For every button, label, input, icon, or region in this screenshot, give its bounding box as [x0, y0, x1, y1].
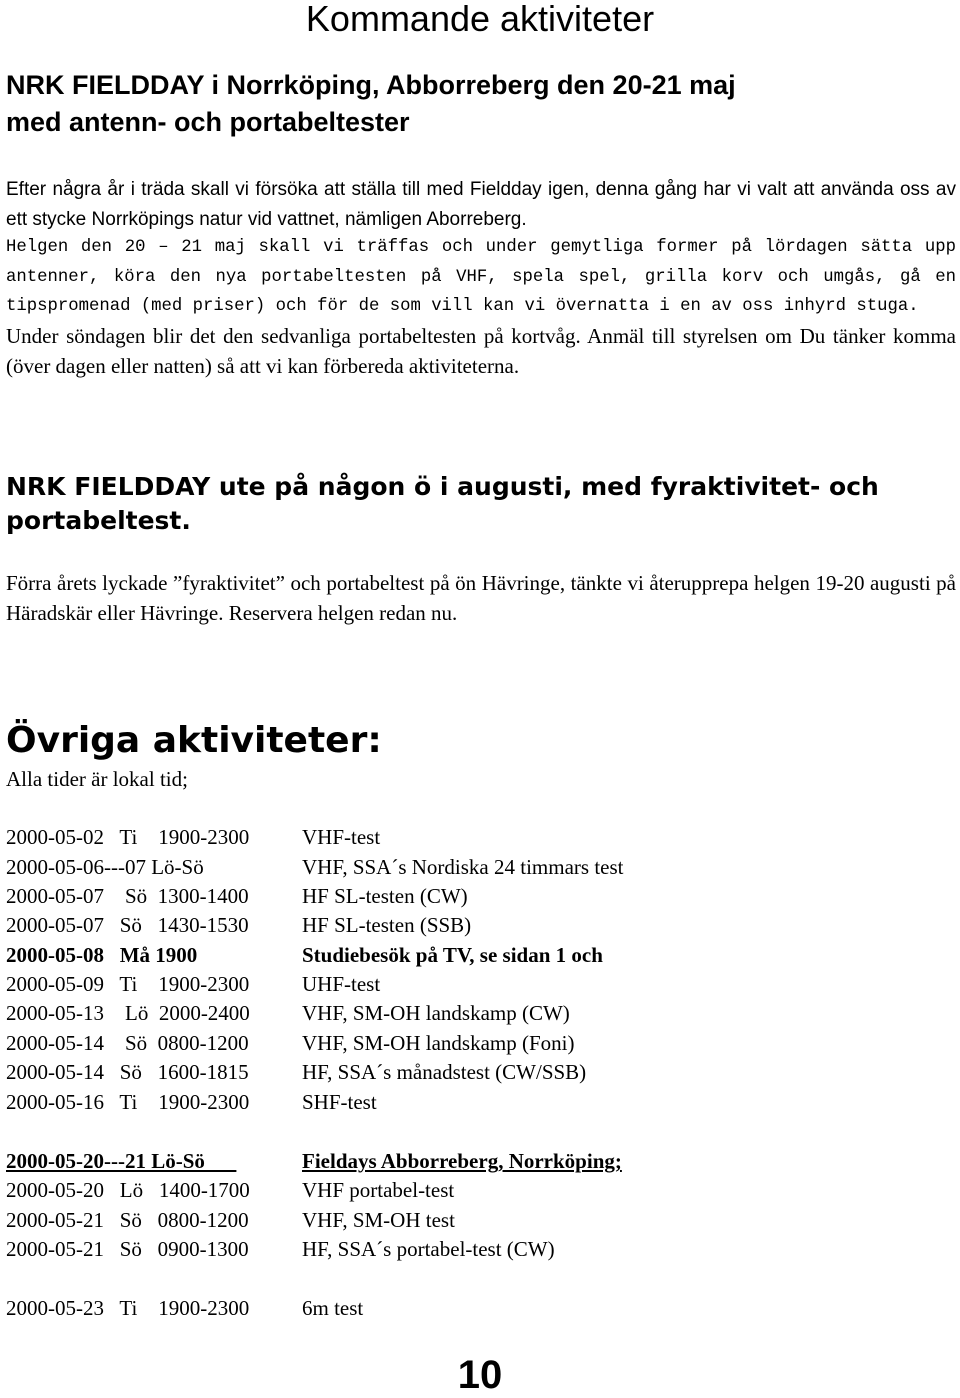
schedule-row	[6, 1088, 906, 1118]
schedule-row	[6, 1294, 906, 1324]
schedule-event: HF SL-testen (CW)	[302, 884, 468, 908]
fieldday-august-paragraph: Förra årets lyckade ”fyraktivitet” och portabeltest på ön Hävringe, tänkte vi återupprepa helgen 19-20 augusti på Häradskär eller Hävringe. Reservera helgen redan nu.	[6, 571, 956, 625]
schedule-event: 6m test	[302, 1296, 364, 1320]
schedule-row	[6, 1058, 906, 1088]
schedule-row	[6, 1206, 906, 1236]
page-title: Kommande aktiviteter	[305, 0, 655, 39]
schedule-date-time: 2000-05-07 Sö 1430-1530	[6, 913, 249, 937]
schedule-event: VHF-test	[302, 825, 381, 849]
schedule-row	[6, 853, 906, 883]
schedule-date-time: 2000-05-08 Må 1900	[6, 943, 198, 967]
schedule-row	[6, 970, 906, 1000]
schedule-row	[6, 911, 906, 941]
schedule-event: UHF-test	[302, 972, 381, 996]
schedule-date-time: 2000-05-13 Lö 2000-2400	[6, 1001, 250, 1025]
schedule-event: VHF portabel-test	[302, 1178, 455, 1202]
fieldday-may-intro-paragraph: Efter några år i träda skall vi försöka att ställa till med Fieldday igen, denna gång har vi valt att använda oss av ett stycke Norrköpings natur vid vattnet, nämligen Aborreberg.	[6, 179, 956, 230]
schedule-row	[6, 1235, 906, 1265]
schedule-event: VHF, SM-OH test	[302, 1208, 455, 1232]
schedule-date-time: 2000-05-02 Ti 1900-2300	[6, 825, 250, 849]
schedule-event: Studiebesök på TV, se sidan 1 och	[302, 943, 603, 967]
schedule-event: Fieldays Abborreberg, Norrköping;	[302, 1149, 622, 1173]
schedule-event: VHF, SM-OH landskamp (Foni)	[302, 1031, 575, 1055]
fieldday-may-details-paragraph: Helgen den 20 – 21 maj skall vi träffas och under gemytliga former på lördagen sätta upp antenner, köra den nya portabeltesten på VHF, spela spel, grilla korv och umgås, gå en tipspromenad (med priser) och för de som vill kan vi övernatta i en av oss inhyrd stuga.	[6, 238, 956, 316]
schedule-row	[6, 1147, 906, 1177]
schedule-event: HF, SSA´s månadstest (CW/SSB)	[302, 1060, 587, 1084]
fieldday-may-signup-paragraph: Under söndagen blir det den sedvanliga portabeltesten på kortvåg. Anmäl till styrelsen om Du tänker komma (över dagen eller natten) så att vi kan förbereda aktiviteterna.	[6, 324, 956, 378]
schedule-date-time: 2000-05-09 Ti 1900-2300	[6, 972, 250, 996]
fieldday-august-heading-line2: portabeltest.	[6, 506, 191, 535]
schedule-date-time: 2000-05-21 Sö 0800-1200	[6, 1208, 249, 1232]
schedule-date-time: 2000-05-16 Ti 1900-2300	[6, 1090, 250, 1114]
schedule-event: VHF, SSA´s Nordiska 24 timmars test	[302, 855, 624, 879]
schedule-row	[6, 823, 906, 853]
schedule-date-time: 2000-05-14 Sö 0800-1200	[6, 1031, 249, 1055]
schedule-event: HF SL-testen (SSB)	[302, 913, 472, 937]
schedule-date-time: 2000-05-07 Sö 1300-1400	[6, 884, 249, 908]
schedule-row	[6, 1029, 906, 1059]
schedule-date-time: 2000-05-14 Sö 1600-1815	[6, 1060, 249, 1084]
schedule-date-time: 2000-05-20 Lö 1400-1700	[6, 1178, 250, 1202]
schedule-date-time: 2000-05-21 Sö 0900-1300	[6, 1237, 249, 1261]
schedule-date-time: 2000-05-06---07 Lö-Sö	[6, 855, 204, 879]
schedule-event: SHF-test	[302, 1090, 377, 1114]
other-activities-heading: Övriga aktiviteter:	[6, 720, 382, 761]
schedule-row	[6, 1176, 906, 1206]
schedule-row	[6, 941, 906, 971]
fieldday-may-heading-line1: NRK FIELDDAY i Norrköping, Abborreberg den 20-21 maj	[6, 70, 736, 100]
schedule-row	[6, 882, 906, 912]
schedule-event: HF, SSA´s portabel-test (CW)	[302, 1237, 555, 1261]
local-time-note: Alla tider är lokal tid;	[6, 767, 188, 791]
schedule-row	[6, 999, 906, 1029]
fieldday-august-heading-line1: NRK FIELDDAY ute på någon ö i augusti, med fyraktivitet- och	[6, 472, 879, 501]
schedule-date-time: 2000-05-20---21 Lö-Sö	[6, 1149, 237, 1173]
page-number: 10	[457, 1353, 503, 1397]
schedule-date-time: 2000-05-23 Ti 1900-2300	[6, 1296, 250, 1320]
fieldday-may-heading-line2: med antenn- och portabeltester	[6, 107, 410, 137]
schedule-event: VHF, SM-OH landskamp (CW)	[302, 1001, 570, 1025]
